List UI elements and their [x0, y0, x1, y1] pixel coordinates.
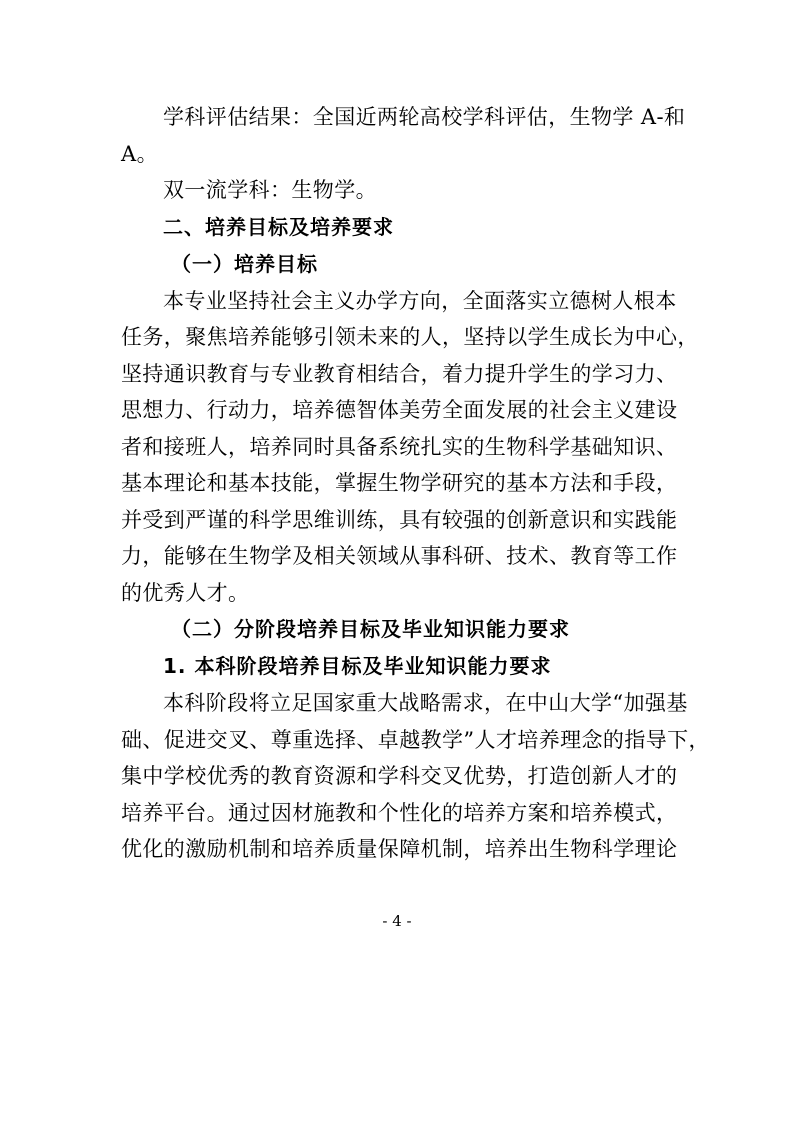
double-first-class-line: 双一流学科：生物学。: [163, 178, 377, 202]
subsection-heading-staged-goals: （二）分阶段培养目标及毕业知识能力要求: [171, 617, 570, 641]
subsection-heading-training-goals: （一）培养目标: [171, 251, 318, 276]
paragraph-line: 坚持通识教育与专业教育相结合，着力提升学生的学习力、: [121, 361, 678, 386]
undergraduate-paragraph: [121, 685, 710, 868]
evaluation-result-line-1: 学科评估结果：全国近两轮高校学科评估，生物学 A-和: [163, 105, 686, 129]
paragraph-line: 力，能够在生物学及相关领域从事科研、技术、教育等工作: [121, 544, 678, 568]
paragraph-line: 优化的激励机制和培养质量保障机制，培养出生物科学理论: [121, 837, 678, 861]
paragraph-line: 集中学校优秀的教育资源和学科交叉优势，打造创新人才的: [121, 764, 678, 788]
evaluation-result-line-2: A。: [121, 141, 158, 166]
paragraph-line: 的优秀人才。: [121, 580, 250, 605]
paragraph-line: 基本理论和基本技能，掌握生物学研究的基本方法和手段，: [121, 471, 678, 495]
paragraph-line: 本专业坚持社会主义办学方向，全面落实立德树人根本: [163, 288, 677, 313]
paragraph-line: 思想力、行动力，培养德智体美劳全面发展的社会主义建设: [121, 398, 678, 422]
paragraph-line: 础、促进交叉、尊重选择、卓越教学”人才培养理念的指导下，: [121, 727, 710, 752]
page-content: [121, 99, 710, 868]
paragraph-line: 任务，聚焦培养能够引领未来的人，坚持以学生成长为中心，: [121, 325, 699, 349]
section-heading-2: 二、培养目标及培养要求: [163, 214, 394, 239]
paragraph-line: 者和接班人，培养同时具备系统扎实的生物科学基础知识、: [121, 434, 678, 459]
training-goals-paragraph: [121, 283, 699, 612]
paragraph-line: 本科阶段将立足国家重大战略需求，在中山大学“加强基: [163, 691, 688, 715]
subsubsection-heading-undergraduate: 1. 本科阶段培养目标及毕业知识能力要求: [163, 654, 552, 678]
paragraph-line: 并受到严谨的科学思维训练，具有较强的创新意识和实践能: [121, 507, 678, 532]
paragraph-line: 培养平台。通过因材施教和个性化的培养方案和培养模式，: [121, 800, 678, 825]
page-number: - 4 -: [382, 912, 412, 930]
